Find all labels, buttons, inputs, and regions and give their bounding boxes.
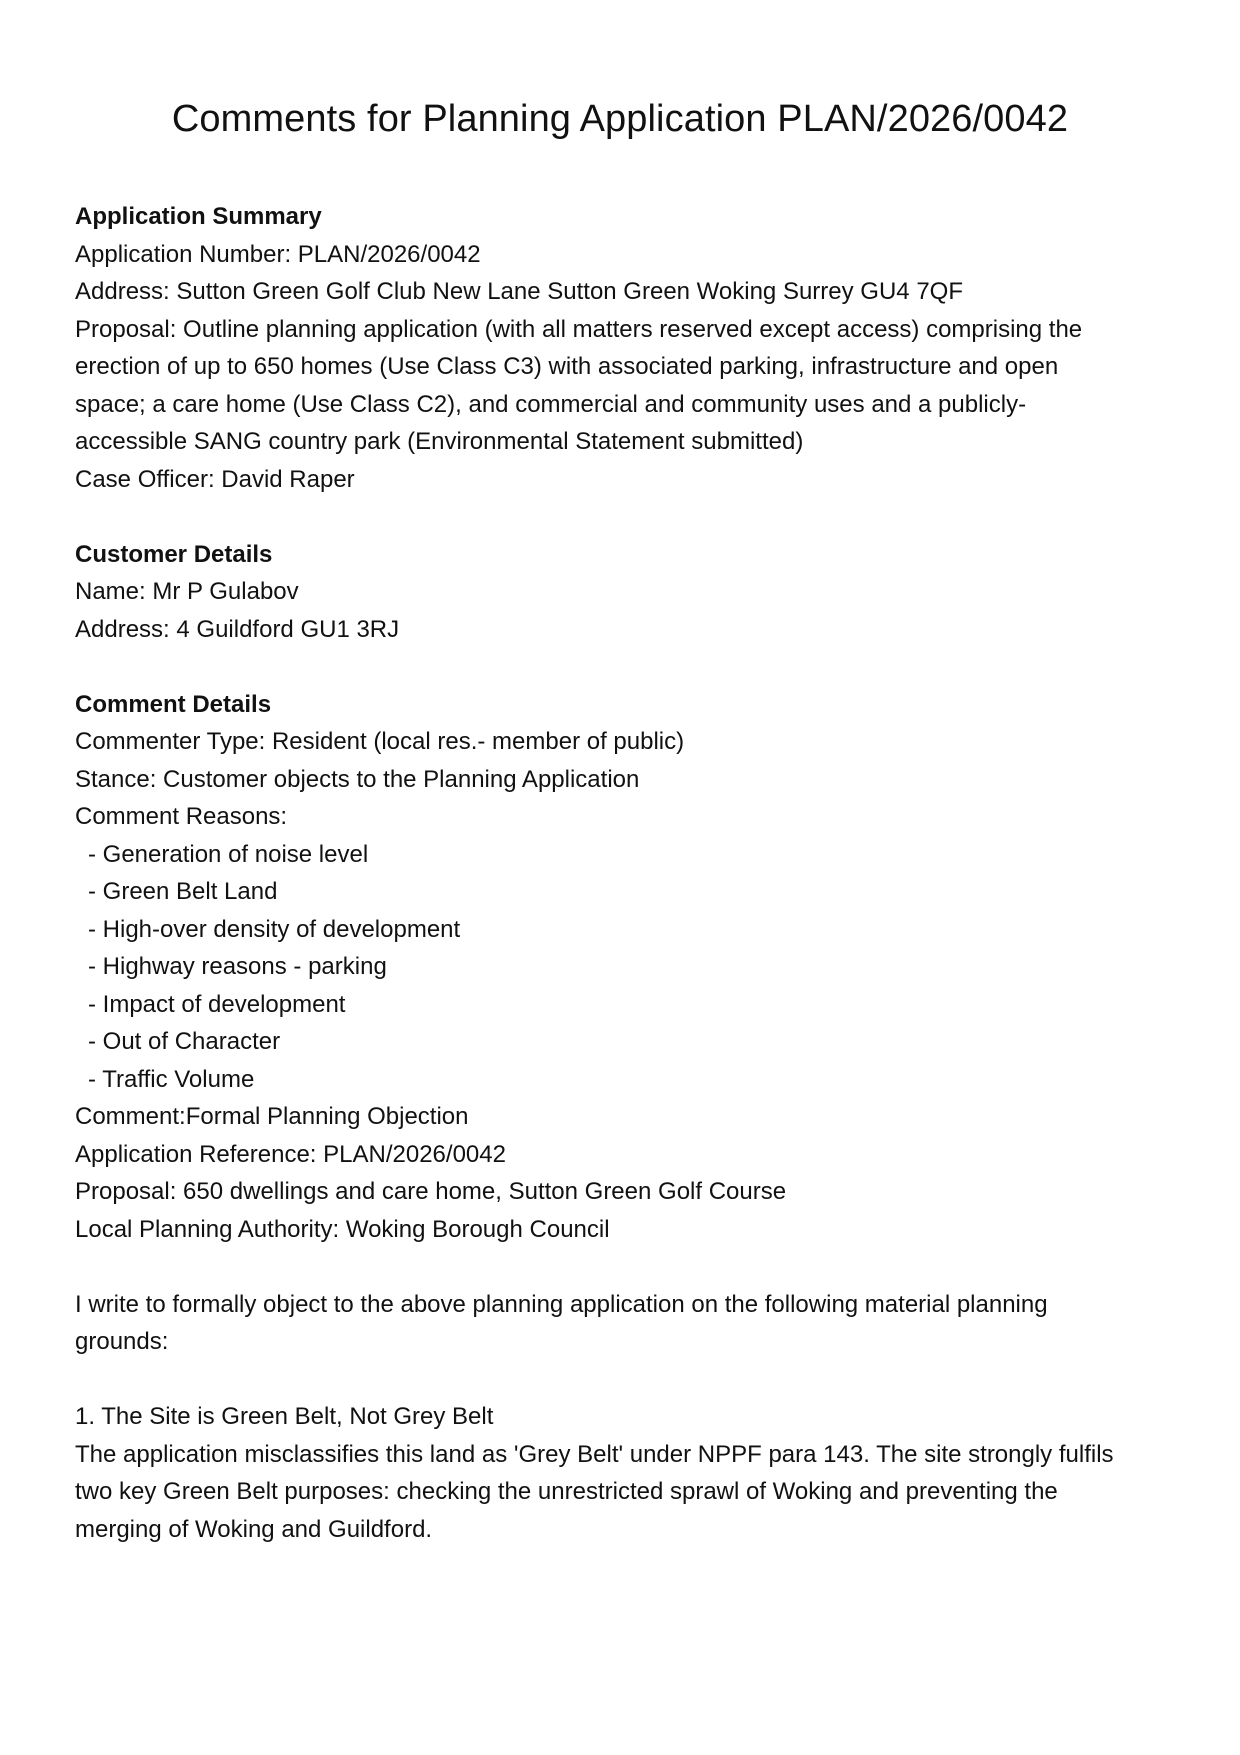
point-1-heading: 1. The Site is Green Belt, Not Grey Belt (75, 1403, 494, 1430)
stance: Stance: Customer objects to the Planning Application (75, 765, 640, 793)
comment-reason-item: - Traffic Volume (88, 1065, 255, 1093)
document-body (75, 198, 1185, 1548)
comment-proposal: Proposal: 650 dwellings and care home, Sutton Green Golf Course (75, 1178, 787, 1205)
application-summary-heading: Application Summary (75, 203, 322, 230)
comment-reason-item: - Green Belt Land (88, 878, 278, 905)
planning-authority: Local Planning Authority: Woking Borough Council (75, 1215, 610, 1243)
page-title: Comments for Planning Application PLAN/2026/0042 (171, 98, 1069, 140)
comment-details-section (75, 686, 1185, 1249)
application-number: Application Number: PLAN/2026/0042 (75, 240, 481, 268)
customer-details-heading: Customer Details (75, 540, 273, 568)
commenter-type: Commenter Type: Resident (local res.- member of public) (75, 728, 685, 755)
comment-details-heading: Comment Details (75, 690, 272, 718)
comment-reason-item: - Highway reasons - parking (88, 953, 387, 980)
comment-reasons-label: Comment Reasons: (75, 803, 288, 830)
comment-text: Comment:Formal Planning Objection (75, 1103, 469, 1130)
spacer (75, 498, 1185, 536)
comment-reason-item: - Impact of development (88, 990, 346, 1018)
case-officer: Case Officer: David Raper (75, 465, 355, 493)
comment-reason-item: - High-over density of development (88, 915, 461, 943)
proposal-line: erection of up to 650 homes (Use Class C3) with associated parking, infrastructure and open (75, 353, 1059, 380)
spacer (75, 1248, 1185, 1286)
point-1-text-line: The application misclassifies this land as 'Grey Belt' under NPPF para 143. The site strongly fulfils (75, 1440, 1114, 1468)
intro-line: I write to formally object to the above planning application on the following material planning (75, 1290, 1048, 1318)
point-1-text-line: merging of Woking and Guildford. (75, 1515, 433, 1543)
proposal-line: space; a care home (Use Class C2), and commercial and community uses and a publicly- (75, 390, 1027, 418)
customer-name: Name: Mr P Gulabov (75, 578, 299, 605)
spacer (75, 648, 1185, 686)
comment-reason-item: - Generation of noise level (88, 840, 369, 868)
application-summary-section (75, 198, 1185, 498)
objection-body-section (75, 1286, 1185, 1549)
customer-address: Address: 4 Guildford GU1 3RJ (75, 615, 400, 643)
application-address: Address: Sutton Green Golf Club New Lane Sutton Green Woking Surrey GU4 7QF (75, 278, 963, 305)
intro-line: grounds: (75, 1328, 169, 1355)
application-reference: Application Reference: PLAN/2026/0042 (75, 1140, 506, 1168)
customer-details-section (75, 536, 1185, 649)
proposal-line: Proposal: Outline planning application (with all matters reserved except access) comprising the (75, 315, 1083, 343)
comment-reason-item: - Out of Character (88, 1028, 281, 1055)
point-1-text-line: two key Green Belt purposes: checking the unrestricted sprawl of Woking and preventing the (75, 1478, 1058, 1505)
proposal-line: accessible SANG country park (Environmental Statement submitted) (75, 428, 804, 455)
spacer (75, 1361, 1185, 1399)
